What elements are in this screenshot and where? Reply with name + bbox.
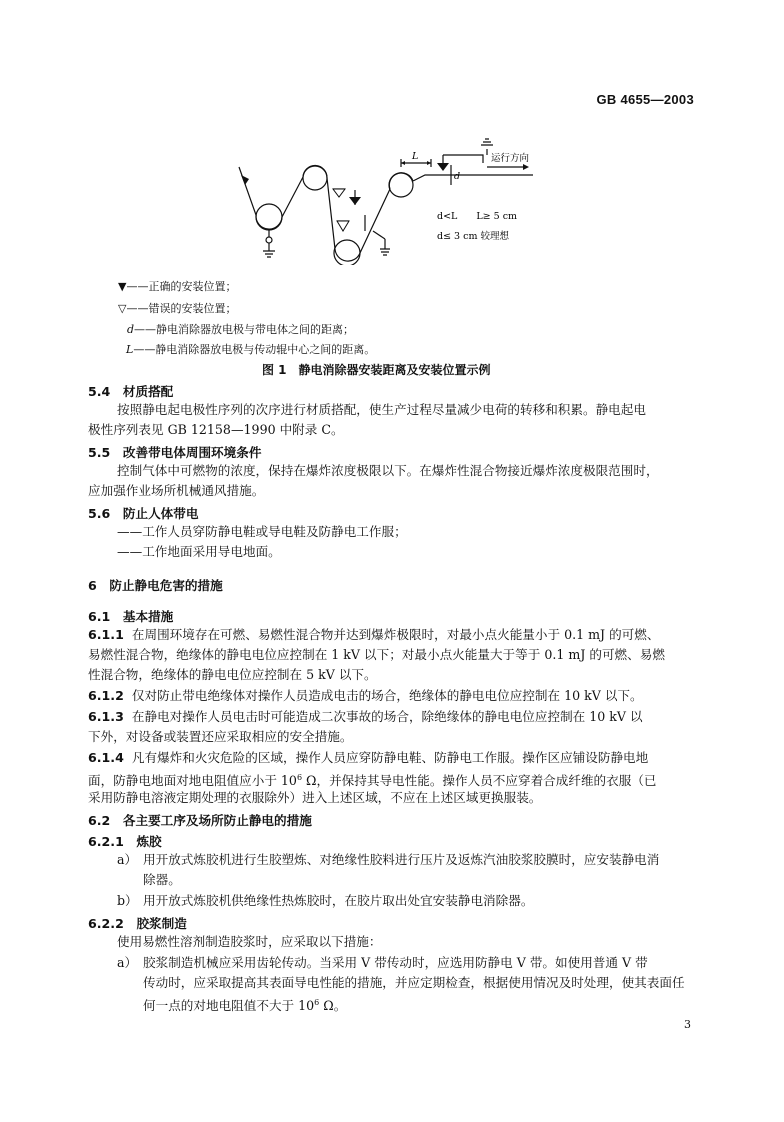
correct-position-marker <box>349 197 361 205</box>
paragraph-line: 6.1.3 在静电对操作人员电击时可能造成二次事故的场合，除绝缘体的静电电位应控制在 10 kV 以 <box>88 709 643 724</box>
paragraph-line: 采用防静电溶液定期处理的衣服除外）进入上述区域，不应在上述区域更换服装。 <box>88 790 542 805</box>
paragraph-line: 易燃性混合物，绝缘体的静电电位应控制在 1 kV 以下；对最小点火能量大于等于 0.1 mJ 的可燃、易燃 <box>88 647 665 662</box>
paragraph-line: 6.1.1 在周围环境存在可燃、易燃性混合物并达到爆炸极限时，对最小点火能量小于 0.1 mJ 的可燃、 <box>88 627 660 642</box>
list-marker: a） <box>117 955 138 970</box>
legend-item: ▼——正确的安装位置； <box>118 280 237 293</box>
subsection-heading: 6.2.2 胶浆制造 <box>88 916 187 931</box>
list-item: 传动时，应采取提高其表面导电性能的措施，并应定期检查，根据使用情况及时处理，使其表面任 <box>143 975 685 990</box>
chapter-heading: 6 防止静电危害的措施 <box>88 578 223 593</box>
wrong-position-marker <box>333 189 345 197</box>
standard-code: GB 4655—2003 <box>596 92 694 107</box>
list-item: 用开放式炼胶机进行生胶塑炼、对绝缘性胶料进行压片及返炼汽油胶浆胶膜时，应安装静电消 <box>143 852 660 867</box>
label-d: d <box>454 171 461 182</box>
page-number: 3 <box>684 1018 691 1031</box>
paragraph-line: 使用易燃性溶剂制造胶浆时，应采取以下措施： <box>117 934 382 949</box>
paragraph-line: 控制气体中可燃物的浓度，保持在爆炸浓度极限以下。在爆炸性混合物接近爆炸浓度极限范围时， <box>117 463 659 478</box>
figure-caption: 图 1 静电消除器安装距离及安装位置示例 <box>262 363 491 377</box>
list-marker: b） <box>117 893 138 908</box>
section-heading: 5.4 材质搭配 <box>88 384 174 399</box>
list-marker: a） <box>117 852 138 867</box>
paragraph-line: 6.1.2 仅对防止带电绝缘体对操作人员造成电击的场合，绝缘体的静电电位应控制在 10 kV 以下。 <box>88 688 643 703</box>
condition-2: d≤ 3 cm 较理想 <box>437 231 509 242</box>
list-item: 用开放式炼胶机供绝缘性热炼胶时，在胶片取出处宜安装静电消除器。 <box>143 893 534 908</box>
label-L: L <box>412 151 419 162</box>
wrong-position-marker <box>337 221 349 231</box>
paragraph-line: 应加强作业场所机械通风措施。 <box>88 483 265 498</box>
filled-triangle-icon: ▼ <box>118 280 127 293</box>
section-heading: 5.6 防止人体带电 <box>88 506 199 521</box>
legend-item: d——静电消除器放电极与带电体之间的距离； <box>127 323 355 336</box>
correct-position-marker <box>437 163 449 171</box>
direction-label: 运行方向 <box>491 153 530 164</box>
figure-diagram <box>225 135 545 265</box>
paragraph-line: 下外，对设备或装置还应采取相应的安全措施。 <box>88 729 353 744</box>
paragraph-line: 按照静电起电极性序列的次序进行材质搭配，使生产过程尽量减少电荷的转移和积累。静电起电 <box>117 402 646 417</box>
list-item: 除器。 <box>143 872 181 887</box>
paragraph-line: 极性序列表见 GB 12158—1990 中附录 C。 <box>88 422 344 437</box>
section-heading: 6.1 基本措施 <box>88 609 174 624</box>
section-heading: 5.5 改善带电体周围环境条件 <box>88 445 262 460</box>
condition-1: d<L L≥ 5 cm <box>437 211 518 222</box>
list-item: ——工作人员穿防静电鞋或导电鞋及防静电工作服； <box>117 524 407 539</box>
list-item: 胶浆制造机械应采用齿轮传动。当采用 V 带传动时，应选用防静电 V 带。如使用普通 V 带 <box>143 955 648 970</box>
list-item: ——工作地面采用导电地面。 <box>117 544 281 559</box>
paragraph-line: 面，防静电地面对地电阻值应小于 $10^6$ Ω，并保持其导电性能。操作人员不应穿着合成纤维的衣服（已 <box>88 773 657 789</box>
legend-item: L——静电消除器放电极与传动辊中心之间的距离。 <box>126 343 376 356</box>
subsection-heading: 6.2.1 炼胶 <box>88 834 162 849</box>
paragraph-line: 性混合物，绝缘体的静电电位应控制在 5 kV 以下。 <box>88 667 377 682</box>
list-item: 何一点的对地电阻值不大于 $10^6$ Ω。 <box>143 998 347 1014</box>
section-heading: 6.2 各主要工序及场所防止静电的措施 <box>88 813 312 828</box>
paragraph-line: 6.1.4 凡有爆炸和火灾危险的区域，操作人员应穿防静电鞋、防静电工作服。操作区应铺设防静电地 <box>88 750 649 765</box>
legend-item: ▽——错误的安装位置； <box>118 302 237 315</box>
hollow-triangle-icon: ▽ <box>118 302 127 315</box>
